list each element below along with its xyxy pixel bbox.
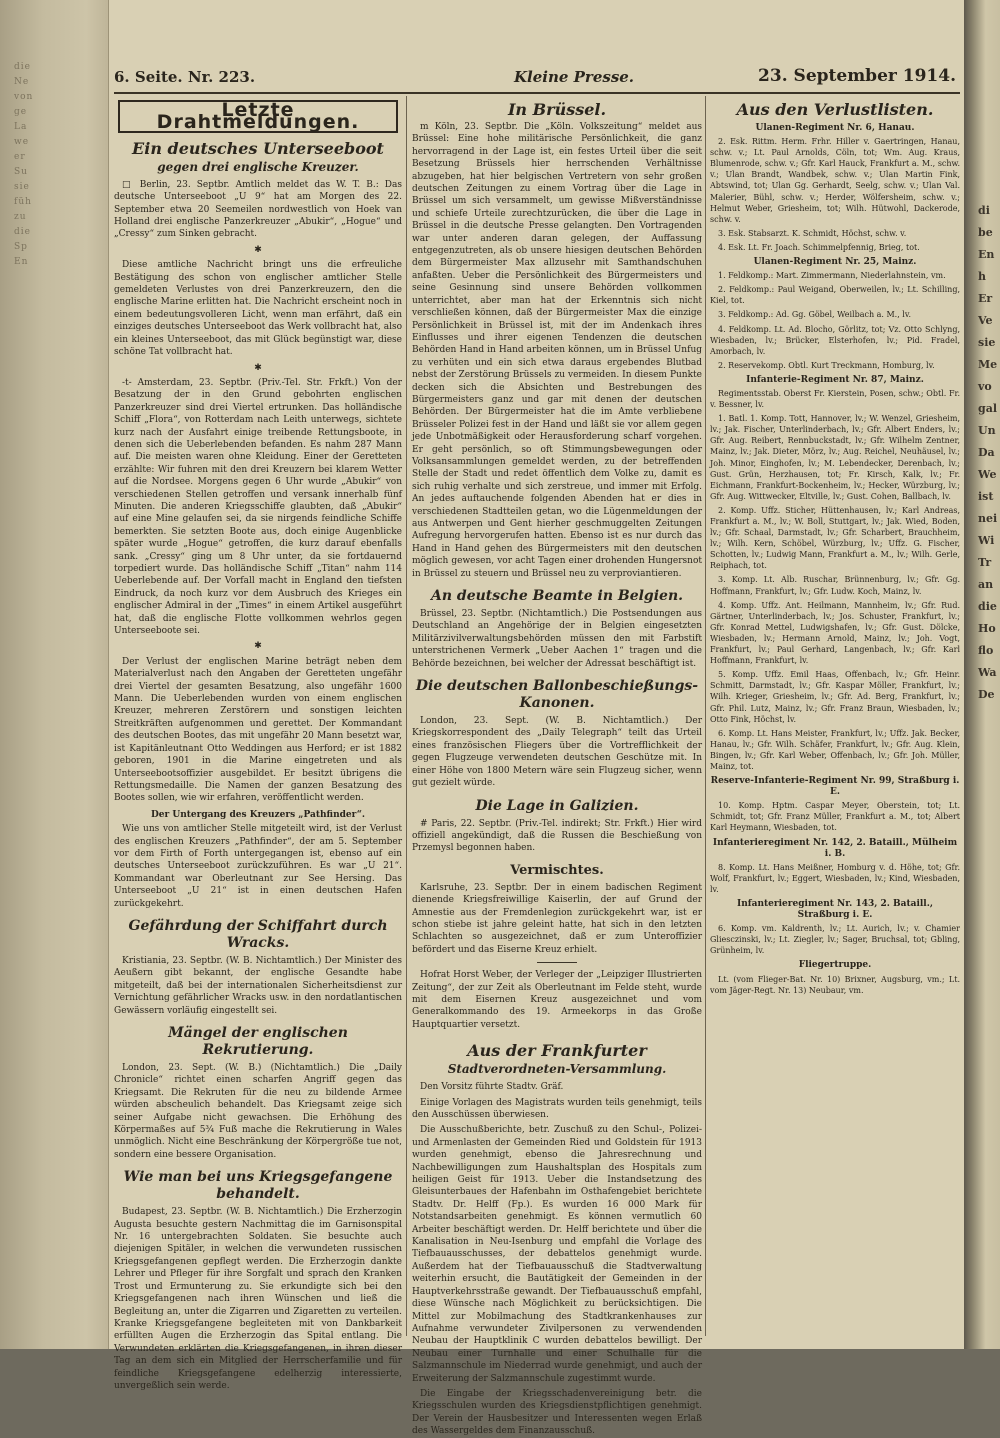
- article-paragraph: -t- Amsterdam, 23. Septbr. (Priv.-Tel. Str. Frkft.) Von der Besatzung der in den Grund gebohrten englischen Panzerkreuzer sind drei Viertel ertrunken. Das holländische Schiff „Flora“, von Rotterdam nach Leith unterwegs, sichtete kurz nach der Ausfahrt einige treibende Rettungsboote, in denen sich die Ueberlebenden befanden. Es nahm 287 Mann auf. Die meisten waren ohne Kleidung. Einer der Geretteten erzählte: Wir fuhren mit den drei Kreuzern bei klarem Wetter auf die Nordsee. Morgens gegen 6 Uhr wurde „Abukir“ von verschiedenen Stellen getroffen und versank innerhalb fünf Minuten. Die anderen Kriegsschiffe glaubten, daß „Abukir“ auf eine Mine gelaufen sei, da sie nirgends feindliche Schiffe bemerkten. Sie setzten Boote aus, doch einige Augenblicke später wurde „Hogue“ getroffen, die kurz darauf ebenfalls sank. „Cressy“ ging um 8 Uhr unter, da sie fortdauernd torpediert wurde. Das holländische Schiff „Titan“ nahm 114 Ueberlebende auf. Der Vorfall macht in England den tiefsten Eindruck, da noch kurz vor dem Ausbruch des Krieges ein englischer Admiral in der „Times“ in einem Artikel ausgeführt hat, daß die englische Flotte vollkommen wehrlos gegen Unterseeboote sei.: [114, 377, 402, 637]
- article-paragraph: Hofrat Horst Weber, der Verleger der „Leipziger Illustrierten Zeitung“, der zur Zeit als Oberleutnant im Felde steht, wurde mit dem Eisernen Kreuz ausgezeichnet und vom Generalkommando des 19. Armeekorps in das Große Hauptquartier versetzt.: [412, 970, 702, 1030]
- headline: Die Lage in Galizien.: [475, 797, 639, 814]
- article-paragraph: London, 23. Sept. (W. B.) (Nichtamtlich.) Die „Daily Chronicle“ richtet einen scharfen Angriff gegen das Kriegsamt. Die Rekruten für die neu zu bildende Armee würden abscheulich behandelt. Das Kriegsamt zeige sich seiner Aufgabe nicht gewachsen. Die Erhöhung des Körpermaßes auf 5¾ Fuß mache die Rekrutierung in Wales unmöglich. Nicht eine Beschränkung der Körpergröße tue not, sondern eine bessere Organisation.: [114, 1063, 402, 1160]
- masthead: [114, 66, 960, 94]
- subheadline: Stadtverordneten-Versammlung.: [447, 1062, 667, 1077]
- article-paragraph: Karlsruhe, 23. Septbr. Der in einem badischen Regiment dienende Kriegsfreiwillige Kaiserlin, der auf Grund der Amnestie aus der Fremdenlegion zurückgekehrt war, ist er schon stiebe ist jahre geleint hatte, hat sich in den letzten Schlachten so ausgezeichnet, daß er zum Unteroffizier befördert und das Eiserne Kreuz erhielt.: [412, 882, 702, 955]
- casualty-list: 3. Komp. Lt. Alb. Ruschar, Brünnenburg, lv.; Gfr. Gg. Hoffmann, Frankfurt, lv.; Gfr. Ludw. Koch, Mainz, lv.: [710, 575, 960, 596]
- article-paragraph: Kristiania, 23. Septbr. (W. B. Nichtamtlich.) Der Minister des Aeußern gibt bekannt, der englische Gesandte habe mitgeteilt, daß bei der internationalen Sicherheitsdienst zur Vernichtung gefährlicher Wracks usw. in den nordatlantischen Gewässern vorläufig eingestellt sei.: [114, 955, 402, 1016]
- regiment-heading: Reserve-Infanterie-Regiment Nr. 99, Straßburg i. E.: [710, 776, 960, 798]
- subheadline: gegen drei englische Kreuzer.: [157, 159, 359, 174]
- headline: Die deutschen Ballonbeschießungs-Kanonen.: [415, 678, 699, 712]
- regiment-heading: Infanterieregiment Nr. 143, 2. Bataill., Straßburg i. E.: [737, 899, 933, 921]
- casualty-list: 10. Komp. Hptm. Caspar Meyer, Oberstein, tot; Lt. Schmidt, tot; Gfr. Franz Müller, Frankfurt a. M., tot; Albert Karl Heymann, Wiesbaden, tot.: [710, 801, 960, 833]
- article-paragraph: Der Verlust der englischen Marine beträgt neben dem Materialverlust nach den Angaben der Geretteten ungefähr drei Viertel der gesamten Besatzung, also ungefähr 1600 Mann. Die Ueberlebenden wurden von einem englischen Kreuzer, mehreren Zerstörern und sonstigen leichten Streitkräften aufgenommen und gerettet. Der Kommandant des deutschen Bootes, das mit ungefähr 20 Mann besetzt war, ist Kapitänleutnant Otto Weddingen aus Herford; er ist 1882 geboren, 1901 in die Marine eingetreten und als Unterseebootsoffizier ausgebildet. Er besitzt übrigens die Rettungsmedaille. Die Namen der ganzen Besatzung des Bootes sollen, wie wir erfahren, veröffentlicht werden.: [114, 656, 402, 804]
- issue-date: 23. September 1914.: [758, 66, 956, 86]
- article-paragraph: Die Eingabe der Kriegsschadenvereinigung betr. die Kriegsschulen wurden des Kriegsdienstpflichtigen genehmigt. Der Verein der Hausbesitzer und Interessenten wegen Erlaß des Wassergeldes dem Finanzausschuß.: [412, 1388, 702, 1437]
- casualty-list: Regimentsstab. Oberst Fr. Kierstein, Posen, schw.; Obtl. Fr. v. Bessner, lv.: [710, 388, 960, 410]
- adjacent-page-edge: [964, 0, 1000, 1349]
- column-1: [114, 96, 402, 1391]
- headline: Mängel der englischen Rekrutierung.: [168, 1025, 348, 1058]
- article-paragraph: Brüssel, 23. Septbr. (Nichtamtlich.) Die Postsendungen aus Deutschland an Angehörige der in Belgien eingesetzten Militärzivilverwaltungsbehörden müssen den mit Farbstift unterstrichenen Vermerk „Ueber Aachen 1“ tragen und die Behörde bezeichnen, bei welcher der Adressat beschäftigt ist.: [412, 609, 702, 669]
- casualty-list: 2. Feldkomp.: Paul Weigand, Oberweilen, lv.; Lt. Schilling, Kiel, tot.: [710, 285, 960, 306]
- adjacent-page-text: di be En h Er Ve sie Me vo gal Un Da We ist nei Wi Tr an die Ho flo Wa De: [978, 204, 998, 701]
- section-box-title: Letzte Drahtmeldungen.: [118, 100, 398, 133]
- casualty-list: Lt. (vom Flieger-Bat. Nr. 10) Brixner, Augsburg, vm.; Lt. vom Jäger-Regt. Nr. 13) Neubaur, vm.: [710, 974, 960, 995]
- column-3: [710, 96, 960, 1336]
- casualty-list: 1. Feldkomp.: Mart. Zimmermann, Niederlahnstein, vm.: [718, 271, 946, 281]
- regiment-heading: Ulanen-Regiment Nr. 6, Hanau.: [755, 123, 915, 133]
- page-number: 6. Seite. Nr. 223.: [114, 68, 256, 86]
- casualty-list: 2. Komp. Uffz. Sticher, Hüttenhausen, lv.; Karl Andreas, Frankfurt a. M., lv.; W. Boll, Stuttgart, lv.; Jak. Wied, Boden, lv.; Gfr. Schaal, Darmstadt, lv.; Gfr. Scharbert, Brauchheim, lv.; Wilh. Kern, Schöbel, Würzburg, lv.; Uffz. G. Fischer, Schotten, lv.; Ludwig Mann, Frankfurt a. M., lv.; Wilh. Gerle, Reiphach, tot.: [710, 505, 960, 571]
- casualty-list: 5. Komp. Uffz. Emil Haas, Offenbach, lv.; Gfr. Heinr. Schmitt, Darmstadt, lv.; Gfr. Kaspar Möller, Frankfurt, lv.; Wilh. Krieger, Griesheim, lv.; Gfr. Ad. Berg, Frankfurt, lv.; Gfr. Phil. Lutz, Mainz, lv.; Gfr. Franz Braun, Wiesbaden, lv.; Otto Fink, Höchst, lv.: [710, 670, 960, 724]
- casualty-list: 2. Esk. Rittm. Herm. Frhr. Hiller v. Gaertringen, Hanau, schw. v.; Lt. Paul Arnolds, Cöln, tot; Wm. Aug. Kraus, Blumenrode, schw. v.; Gfr. Karl Hauck, Frankfurt a. M., schw. v.; Ulan Brandt, Wandbek, schw. v.; Ulan Martin Fink, Abtswind, tot; Ulan Gg. Gerhardt, Seelg, schw. v.; Ulan Val. Malerier, Bühl, schw. v.; Herder, Wölfersheim, schw. v.; Helmut Weber, Griesheim, tot; Wilh. Hütwohl, Dackerode, schw. v.: [710, 137, 960, 224]
- article-paragraph: London, 23. Sept. (W. B. Nichtamtlich.) Der Kriegskorrespondent des „Daily Telegraph“ teilt das Urteil eines französischen Fliegers über die Vortrefflichkeit der gegen Flugzeuge verwendeten deutschen Geschütze mit. In einer Höhe von 1800 Metern wäre sein Flugzeug sicher, wenn gut gezielt würde.: [412, 716, 702, 789]
- headline: Wie man bei uns Kriegsgefangene behandelt.: [123, 1169, 393, 1203]
- headline: Aus der Frankfurter: [467, 1041, 647, 1061]
- casualty-list: 4. Feldkomp. Lt. Ad. Blocho, Görlitz, tot; Vz. Otto Schlyng, Wiesbaden, lv.; Brücker, Elsterhofen, lv.; Pid. Fradel, Amorbach, lv.: [710, 324, 960, 356]
- article-paragraph: # Paris, 22. Septbr. (Priv.-Tel. indirekt; Str. Frkft.) Hier wird offiziell angekündigt, daß die Russen die Beschießung von Przemysl begonnen haben.: [412, 818, 702, 854]
- article-paragraph: Den Vorsitz führte Stadtv. Gräf.: [420, 1082, 564, 1093]
- separator-star: ✱: [254, 244, 262, 255]
- section-subtitle: Der Untergang des Kreuzers „Pathfinder“.: [150, 809, 366, 820]
- article-paragraph: □ Berlin, 23. Septbr. Amtlich meldet das W. T. B.: Das deutsche Unterseeboot „U 9“ hat am Morgen des 22. September etwa 20 Seemeilen nordwestlich von Hoek van Holland drei englische Panzerkreuzer „Abukir“, „Hogue“ und „Cressy“ zum Sinken gebracht.: [114, 179, 402, 240]
- separator-star: ✱: [254, 641, 262, 652]
- casualty-list: 3. Feldkomp.: Ad. Gg. Göbel, Weilbach a. M., lv.: [718, 310, 911, 320]
- casualty-list: 2. Reservekomp. Obtl. Kurt Treckmann, Homburg, lv.: [718, 360, 935, 370]
- casualty-list: 4. Komp. Uffz. Ant. Heilmann, Mannheim, lv.; Gfr. Rud. Gärtner, Unterlinderbach, lv.; Jos. Schuster, Frankfurt, lv.; Gfr. Konrad Mettel, Ludwigshafen, lv.; Gfr. Gust. Dölcke, Wiesbaden, lv.; Hermann Arnold, Mainz, lv.; Joh. Vogt, Frankfurt, lv.; Paul Gerhard, Langenbach, lv.; Gfr. Karl Hoffmann, Frankfurt, lv.: [710, 600, 960, 666]
- regiment-heading: Infanterie-Regiment Nr. 87, Mainz.: [746, 374, 924, 385]
- regiment-heading: Ulanen-Regiment Nr. 25, Mainz.: [753, 257, 917, 268]
- regiment-heading: Fliegertruppe.: [798, 960, 872, 971]
- article-paragraph: m Köln, 23. Septbr. Die „Köln. Volkszeitung“ meldet aus Brüssel: Eine hohe militärische Persönlichkeit, die ganz hervorragend in der Lage ist, ein festes Urteil über die seit Besetzung Brüssels hier herrschenden Verhältnisse abzugeben, hat hier belgischen Vertretern von sehr großen deutschen Zeitungen zu einem Vortrag über die Lage in Brüssel um sich versammelt, um gewisse Mißverständnisse und schiefe Urteile zurechtzurücken, die über die Lage in Brüssel in die deutsche Presse gelangten. Den Vortragenden war unter anderen daran gelegen, der Auffassung entgegenzutreten, als ob unsere hiesigen deutschen Behörden dem Bürgermeister Max allzusehr mit Samthandschuhen anfaßten. Ueber die Persönlichkeit des Bürgermeisters und seine Gesinnung sind unsere Behörden vollkommen unterrichtet, aber man hat der Erkenntnis sich nicht verschließen können, daß der Bürgermeister Max die einzige Persönlichkeit in Brüssel ist, mit der im Andenkach ihres Einflusses und ihrer eigenen Tendenzen die deutschen Behörden Hand in Hand arbeiten können, um in Brüssel Unfug zu verhüten und ein sich etwa daraus ergebendes Blutbad nebst der Zerstörung Brüssels zu vermeiden. In diesem Punkte decken sich die Absichten und Bestrebungen des Bürgermeisters ganz und gar mit denen der deutschen Behörden. Der Bürgermeister hat die im Amte verbliebene Brüsseler Polizei fest in der Hand und läßt sie vor allem gegen jede Unbotmäßigkeit oder Herausforderung scharf vorgehen. Er geht persönlich, so oft Stimmungsbewegungen oder Volksansammlungen gemeldet werden, zu der betreffenden Stelle der Stadt und redet öffentlich dem Volke zu, damit es sich ruhig verhalte und sich zerstreue, und immer mit Erfolg. An jedes auftauchende folgenden Abenden hat er dies in verschiedenen Stadtteilen getan, wo die Lügenmeldungen der aus Antwerpen und Gent hierher geschmuggelten Zeitungen Aufregung hervorgerufen hatten. Ebenso ist es nur durch das Hand in Hand gehen des Bürgermeisters mit den deutschen möglich gewesen, vor acht Tagen einer drohenden Hungersnot in Brüssel zu steuern und Brüssel neu zu verproviantieren.: [412, 122, 702, 579]
- headline: In Brüssel.: [507, 100, 607, 119]
- column-rule: [406, 96, 407, 1336]
- article-paragraph: Einige Vorlagen des Magistrats wurden teils genehmigt, teils den Ausschüssen überwiesen.: [412, 1097, 702, 1120]
- newspaper-title: Kleine Presse.: [514, 68, 635, 86]
- regiment-heading: Infanterieregiment Nr. 142, 2. Bataill., Mülheim i. B.: [712, 837, 958, 859]
- article-paragraph: Die Ausschußberichte, betr. Zuschuß zu den Schul-, Polizei- und Armenlasten der Gemeinden Ried und Goldstein für 1913 wurden genehmigt, ebenso die Jahresrechnung und Nachbewilligungen zum Haushaltsplan des Hospitals zum heiligen Geist für 1913. Ueber die Instandsetzung des Gleisunterbaues der Hafenbahn im Osthafengebiet berichtete Stadtv. Dr. Helff (Fp.). Es wurden 16 000 Mark für Notstandsarbeiten genehmigt. Es können vermutlich 60 Arbeiter beschäftigt werden. Dr. Helff berichtete und über die Kanalisation in Neu-Isenburg und empfahl die Vorlage des Tiefbauausschusses, der debattelos genehmigt wurde. Außerdem hat der Tiefbauausschuß die Stadtverwaltung weiterhin ersucht, die Bautätigkeit der Gemeinden in der Hauptverkehrsstraße gewandt. Der Tiefbauausschuß empfahl, diese Wünsche nach Möglichkeit zu berücksichtigen. Die Mittel zur Mobilmachung des Stadtkrankenhauses zur Aufnahme verwundeter Zivilpersonen zu verwendenden Neubau der Hauptklinik C wurden debattelos bewilligt. Der Neubau einer Turnhalle und einer Schulhalle für die Salzmannschule im Niederrad wurde genehmigt, und auch der Erweiterung der Salzmannschule zugestimmt wurde.: [412, 1125, 702, 1384]
- headline: Aus den Verlustlisten.: [736, 100, 934, 119]
- casualty-list: 6. Komp. vm. Kaldrenth, lv.; Lt. Aurich, lv.; v. Chamier Gliesczinski, lv.; Lt. Ziegler, lv.; Sager, Bruchsal, tot; Gbling, Grünheim, lv.: [710, 924, 960, 956]
- casualty-list: 3. Esk. Stabsarzt. K. Schmidt, Höchst, schw. v.: [718, 228, 907, 238]
- article-paragraph: Diese amtliche Nachricht bringt uns die erfreuliche Bestätigung des schon von englischer amtlicher Stelle gemeldeten Verlustes von drei Panzerkreuzern, den die englische Marine erlitten hat. Die Nachricht erscheint noch in einem bedeutungsvolleren Licht, wenn man erfährt, daß ein einziges deutsches Unterseeboot das Werk vollbracht hat, also ein kleines Unterseeboot, das mit Glück begünstigt war, diese schöne Tat vollbracht hat.: [114, 260, 402, 358]
- casualty-list: 6. Komp. Lt. Hans Meister, Frankfurt, lv.; Uffz. Jak. Becker, Hanau, lv.; Gfr. Wilh. Schäfer, Frankfurt, lv.; Gfr. Aug. Klein, Bingen, lv.; Gfr. Karl Weber, Offenbach, lv.; Gfr. Joh. Müller, Mainz, tot.: [710, 728, 960, 771]
- separator-star: ✱: [254, 362, 262, 373]
- separator-line: [537, 962, 577, 963]
- binding-text: die Ne von ge La we er Su sie füh zu die Sp En: [14, 62, 34, 267]
- headline: An deutsche Beamte in Belgien.: [431, 588, 683, 605]
- headline: Vermischtes.: [510, 862, 604, 878]
- binding-margin: [0, 0, 109, 1349]
- headline: Gefährdung der Schiffahrt durch Wracks.: [128, 917, 388, 951]
- casualty-list: 8. Komp. Lt. Hans Meißner, Homburg v. d. Höhe, tot; Gfr. Wolf, Frankfurt, lv.; Eggert, Wiesbaden, lv.; Kind, Wiesbaden, lv.: [710, 862, 960, 894]
- article-paragraph: Wie uns von amtlicher Stelle mitgeteilt wird, ist der Verlust des englischen Kreuzers „Pathfinder“, der am 5. September vor dem Firth of Forth untergegangen ist, ebenso auf ein deutsches Unterseeboot zurückzuführen. Es war „U 21“. Kommandant war Oberleutnant zur See Hersing. Das Unterseeboot „U 21“ ist in einen deutschen Hafen zurückgekehrt.: [114, 824, 402, 909]
- casualty-list: 4. Esk. Lt. Fr. Joach. Schimmelpfennig, Brieg, tot.: [718, 242, 920, 252]
- column-rule: [705, 96, 706, 1336]
- headline: Ein deutsches Unterseeboot: [132, 138, 384, 158]
- casualty-list: 1. Batl. 1. Komp. Tott, Hannover, lv.; W. Wenzel, Griesheim, lv.; Jak. Fischer, Unterlinderbach, lv.; Gfr. Albert Enders, lv.; Gfr. Aug. Reibert, Rennbuckstadt, lv.; Gfr. Wilhelm Zentner, Mainz, lv.; Jak. Dieter, Mörz, lv.; Aug. Reichel, Neuhäusel, lv.; Joh. Minor, Einghofen, lv.; M. Lebendecker, Derenbach, lv.; Gust. Grün, Herzhausen, tot; Fr. Kirsch, Kalk, lv.; Fr. Eichmann, Frankfurt-Bockenheim, lv.; Hecker, Würzburg, lv.; Gfr. Aug. Wittwecker, Eltville, lv.; Gust. Cohen, Ballbach, lv.: [710, 414, 960, 501]
- article-paragraph: Budapest, 23. Septbr. (W. B. Nichtamtlich.) Die Erzherzogin Augusta besuchte gestern Nachmittag die im Garnisonspital Nr. 16 untergebrachten Soldaten. Sie besuchte auch diejenigen Spitäler, in welchen die verwundeten russischen Kriegsgefangenen gepflegt werden. Die Erzherzogin dankte Lehrer und Pfleger für ihre Sorgfalt und sprach den Kranken Trost und Ermunterung zu. Sie erkundigte sich bei den Kriegsgefangenen nach ihren Wünschen und ließ die Begleitung an, unter die Zigarren und Zigaretten zu verteilen. Kranke Kriegsgefangene begleiteten mit von Dankbarkeit erfüllten Augen die Erzherzogin das Spital entlang. Die Verwundeten erklärten die Kriegsgefangenen, in ihren dieser Tag an dem sich ein Mitglied der Herrscherfamilie und für feindliche Kriegsgefangene edelherzig interessierte, unvergeßlich sein werde.: [114, 1207, 402, 1391]
- column-2: [412, 96, 702, 1437]
